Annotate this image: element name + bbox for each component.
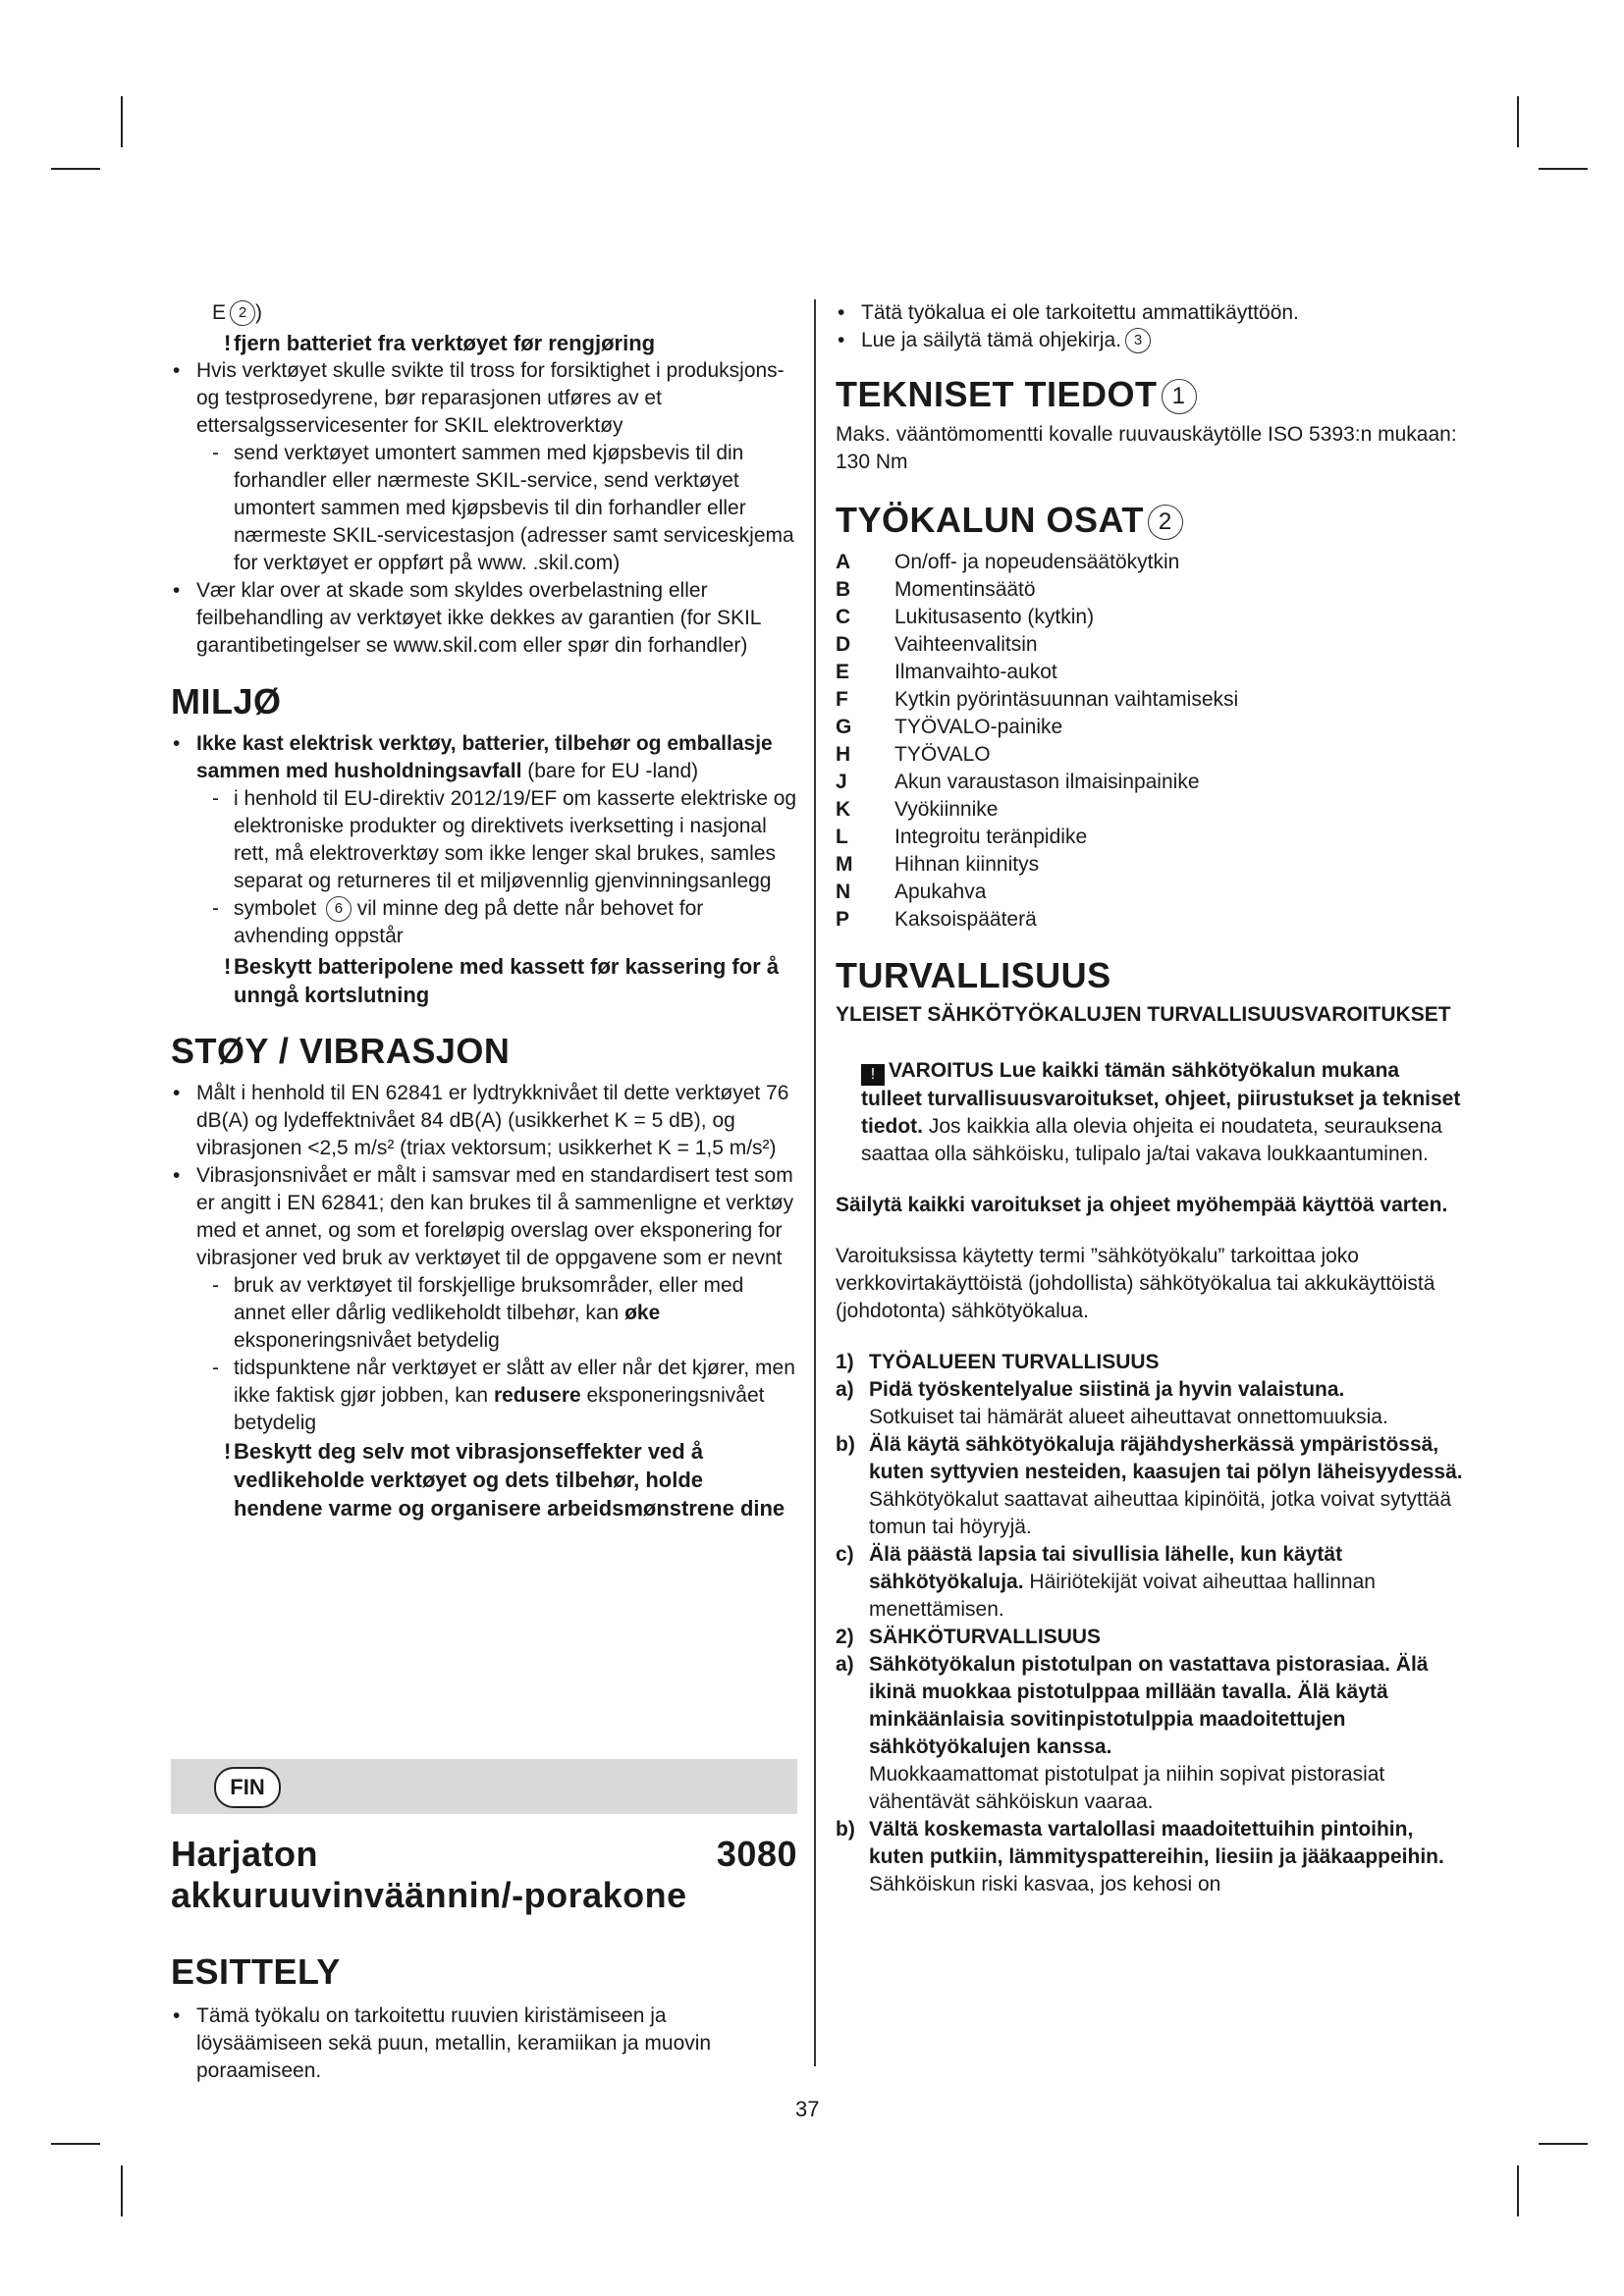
warning-triangle-icon: ! bbox=[861, 1064, 885, 1086]
heading-turvallisuus: TURVALLISUUS bbox=[836, 955, 1111, 995]
part-label: Momentinsäätö bbox=[894, 578, 1036, 601]
part-key: J bbox=[836, 771, 847, 793]
keep-instructions: Säilytä kaikki varoitukset ja ohjeet myöhempää käyttöä varten. bbox=[836, 1194, 1448, 1216]
part-label: Vaihteenvalitsin bbox=[894, 633, 1038, 656]
left-column bbox=[171, 299, 797, 1522]
heading-yleiset: YLEISET SÄHKÖTYÖKALUJEN TURVALLISUUSVAROITUKSET bbox=[836, 1003, 1451, 1026]
part-key: P bbox=[836, 908, 850, 931]
rule-1b: b) Älä käytä sähkötyökaluja räjähdysherkässä ympäristössä, kuten syttyvien nesteiden, kaasujen tai pölyn läheisyydessä. Sähkötyökalut saattavat aiheuttaa kipinöitä, jotka voivat sytyttää tomun tai höyryjä. bbox=[836, 1433, 1463, 1538]
part-key: A bbox=[836, 551, 851, 573]
bullet-intended-use: • Tämä työkalu on tarkoitettu ruuvien kiristämiseen ja löysäämiseen sekä puun, metallin, keramiikan ja muovin poraamiseen. bbox=[171, 2002, 797, 2085]
bullet-disposal: • Ikke kast elektrisk verktøy, batterier, tilbehør og emballasje sammen med husholdningsavfall (bare for EU -land) bbox=[171, 730, 797, 785]
crop-mark bbox=[1539, 168, 1588, 170]
page-number: 37 bbox=[795, 2097, 820, 2121]
product-title bbox=[171, 1834, 797, 1916]
sub-symbol: - symbolet 6 vil minne deg på dette når behovet for avhending oppstår bbox=[171, 895, 797, 950]
section-electrical: 2) SÄHKÖTURVALLISUUS bbox=[836, 1626, 1102, 1648]
parts-list-item bbox=[836, 549, 1464, 576]
language-bar bbox=[171, 1759, 797, 1814]
part-key: D bbox=[836, 633, 851, 656]
parts-list-item bbox=[836, 851, 1464, 879]
part-key: G bbox=[836, 716, 852, 738]
term-definition: Varoituksissa käytetty termi ”sähkötyökalu” tarkoittaa joko verkkovirtakäyttöistä (johdollista) sähkötyökalua tai akkukäyttöistä (johdotonta) sähkötyökalua. bbox=[836, 1245, 1435, 1322]
sub-send-tool: - send verktøyet umontert sammen med kjøpsbevis til din forhandler eller nærmeste SKIL-service, send verktøyet umontert sammen med kjøpsbevis til din forhandler eller nærmeste SKIL-servicestasjon (adresser samt serviceskjema for verktøyet er oppført på www. .skil.com) bbox=[171, 440, 797, 577]
bullet-vibration: • Vibrasjonsnivået er målt i samsvar med en standardisert test som er angitt i EN 62841; den kan brukes til å sammenligne et verktøy med et annet, og som et foreløpig overslag over eksponering for vibrasjoner ved bruk av verktøyet til de oppgavene som er nevnt bbox=[171, 1162, 797, 1272]
parts-list bbox=[836, 549, 1464, 934]
crop-mark bbox=[51, 168, 100, 170]
product-name-line1: Harjaton bbox=[171, 1834, 319, 1874]
circled-number: 1 bbox=[1162, 379, 1197, 414]
heading-tekniset: TEKNISET TIEDOT 1 bbox=[836, 374, 1464, 415]
part-label: Apukahva bbox=[894, 881, 987, 903]
part-label: Lukitusasento (kytkin) bbox=[894, 606, 1095, 628]
heading-stoy-vibrasjon: STØY / VIBRASJON bbox=[171, 1031, 511, 1071]
parts-list-item bbox=[836, 796, 1464, 824]
rule-2a: a) Sähkötyökalun pistotulpan on vastattava pistorasiaa. Älä ikinä muokkaa pistotulppaa millään tavalla. Älä käytä minkäänlaisia sovitinpistotulppia maadoitettujen sähkötyökalujen kanssa. Muokkaamattomat pistotulpat ja niihin sopivat pistorasiat vähentävät sähköiskun vaaraa. bbox=[836, 1653, 1429, 1813]
parts-list-item bbox=[836, 576, 1464, 604]
circled-number: 2 bbox=[1148, 505, 1183, 540]
heading-esittely: ESITTELY bbox=[171, 1951, 341, 1992]
bullet-service: • Hvis verktøyet skulle svikte til tross for forsiktighet i produksjons- og testprosedyrene, bør reparasjonen utføres av et ettersalgsservicesenter for SKIL elektroverktøy bbox=[171, 357, 797, 440]
column-divider bbox=[814, 299, 816, 2066]
parts-list-item bbox=[836, 714, 1464, 741]
part-key: H bbox=[836, 743, 851, 766]
section-work-area: 1) TYÖALUEEN TURVALLISUUS bbox=[836, 1351, 1160, 1373]
part-label: Ilmanvaihto-aukot bbox=[894, 661, 1057, 683]
part-label: TYÖVALO-painike bbox=[894, 716, 1063, 738]
bullet-read-manual: • Lue ja säilytä tämä ohjekirja. 3 bbox=[836, 327, 1464, 354]
crop-mark bbox=[1539, 2143, 1588, 2145]
rule-1a: a) Pidä työskentelyalue siistinä ja hyvin valaistuna. Sotkuiset tai hämärät alueet aiheuttavat onnettomuuksia. bbox=[836, 1378, 1388, 1428]
part-label: TYÖVALO bbox=[894, 743, 991, 766]
part-key: K bbox=[836, 798, 851, 821]
parts-list-item bbox=[836, 686, 1464, 714]
part-label: Integroitu teränpidike bbox=[894, 826, 1088, 848]
part-key: B bbox=[836, 578, 851, 601]
part-key: E bbox=[836, 661, 850, 683]
part-label: Hihnan kiinnitys bbox=[894, 853, 1040, 876]
part-key: M bbox=[836, 853, 853, 876]
parts-list-item bbox=[836, 604, 1464, 631]
crop-mark bbox=[51, 2143, 100, 2145]
product-model: 3080 bbox=[716, 1834, 797, 1874]
part-label: On/off- ja nopeudensäätökytkin bbox=[894, 551, 1180, 573]
crop-mark bbox=[121, 2165, 123, 2216]
sub-directive: - i henhold til EU-direktiv 2012/19/EF om kasserte elektriske og elektroniske produkter og direktivets iverksetting i nasjonal rett, må elektroverktøy som ikke lenger skal brukes, samles separat og returneres til et miljøvennlig gjenvinningsanlegg bbox=[171, 785, 797, 895]
crop-mark bbox=[121, 96, 123, 147]
figure-ref-e2: E 2 ) bbox=[212, 301, 263, 324]
parts-list-item bbox=[836, 906, 1464, 934]
crop-mark bbox=[1517, 96, 1519, 147]
right-column bbox=[836, 299, 1464, 1898]
part-key: N bbox=[836, 881, 851, 903]
parts-list-item bbox=[836, 879, 1464, 906]
part-key: L bbox=[836, 826, 848, 848]
sub-timing: - tidspunktene når verktøyet er slått av eller når det kjører, men ikke faktisk gjør jobben, kan redusere eksponeringsnivået betydelig bbox=[171, 1355, 797, 1437]
left-column-fin bbox=[171, 1834, 797, 2085]
product-name-line2: akkuruuvinväännin/-porakone bbox=[171, 1875, 687, 1915]
parts-list-item bbox=[836, 631, 1464, 659]
circled-number: 3 bbox=[1125, 328, 1151, 353]
part-label: Vyökiinnike bbox=[894, 798, 999, 821]
part-label: Akun varaustason ilmaisinpainike bbox=[894, 771, 1200, 793]
parts-list-item bbox=[836, 824, 1464, 851]
rule-1c: c) Älä päästä lapsia tai sivullisia lähelle, kun käytät sähkötyökaluja. Häiriötekijät voivat aiheuttaa hallinnan menettämisen. bbox=[836, 1543, 1376, 1621]
language-badge: FIN bbox=[214, 1767, 281, 1808]
crop-mark bbox=[1517, 2165, 1519, 2216]
warning-remove-battery: ! fjern batteriet fra verktøyet før rengjøring bbox=[224, 331, 656, 355]
part-key: C bbox=[836, 606, 851, 628]
warning-battery-poles: ! Beskytt batteripolene med kassett før kassering for å unngå kortslutning bbox=[224, 954, 780, 1007]
parts-list-item bbox=[836, 659, 1464, 686]
heading-miljo: MILJØ bbox=[171, 681, 282, 721]
general-warning: ! VAROITUS Lue kaikki tämän sähkötyökalun mukana tulleet turvallisuusvaroitukset, ohjeet, piirustukset ja tekniset tiedot. Jos kaikkia alla olevia ohjeita ei noudateta, seurauksena saattaa olla sähköisku, tulipalo ja/tai vakava loukkaantuminen. bbox=[861, 1059, 1461, 1165]
warning-vibration: ! Beskytt deg selv mot vibrasjonseffekter ved å vedlikeholde verktøyet og dets tilbehør, holde hendene varme og organisere arbeidsmønstrene dine bbox=[224, 1439, 785, 1521]
circled-number: 2 bbox=[230, 300, 255, 326]
bullet-measured: • Målt i henhold til EN 62841 er lydtrykknivået til dette verktøyet 76 dB(A) og lydeffektnivået 84 dB(A) (usikkerhet K = 5 dB), og vibrasjonen <2,5 m/s² (triax vektorsum; usikkerhet K = 1,5 m/s²) bbox=[171, 1080, 797, 1162]
technical-data: Maks. vääntömomentti kovalle ruuvauskäytölle ISO 5393:n mukaan: 130 Nm bbox=[836, 423, 1457, 473]
part-key: F bbox=[836, 688, 848, 711]
parts-list-item bbox=[836, 741, 1464, 769]
circled-number: 6 bbox=[326, 896, 352, 922]
parts-list-item bbox=[836, 769, 1464, 796]
rule-2b: b) Vältä koskemasta vartalollasi maadoitettuihin pintoihin, kuten putkiin, lämmityspattereihin, liesiin ja jääkaappeihin. Sähköiskun riski kasvaa, jos kehosi on bbox=[836, 1818, 1444, 1896]
heading-tyokalun-osat: TYÖKALUN OSAT 2 bbox=[836, 500, 1464, 541]
part-label: Kytkin pyörintäsuunnan vaihtamiseksi bbox=[894, 688, 1239, 711]
bullet-warranty: • Vær klar over at skade som skyldes overbelastning eller feilbehandling av verktøyet ikke dekkes av garantien (for SKIL garantibetingelser se www.skil.com eller spør din forhandler) bbox=[171, 577, 797, 660]
sub-usage: - bruk av verktøyet til forskjellige bruksområder, eller med annet eller dårlig vedlikeholdt tilbehør, kan øke eksponeringsnivået betydelig bbox=[171, 1272, 797, 1355]
part-label: Kaksoispääterä bbox=[894, 908, 1037, 931]
bullet-not-professional: • Tätä työkalua ei ole tarkoitettu ammattikäyttöön. bbox=[836, 299, 1464, 327]
